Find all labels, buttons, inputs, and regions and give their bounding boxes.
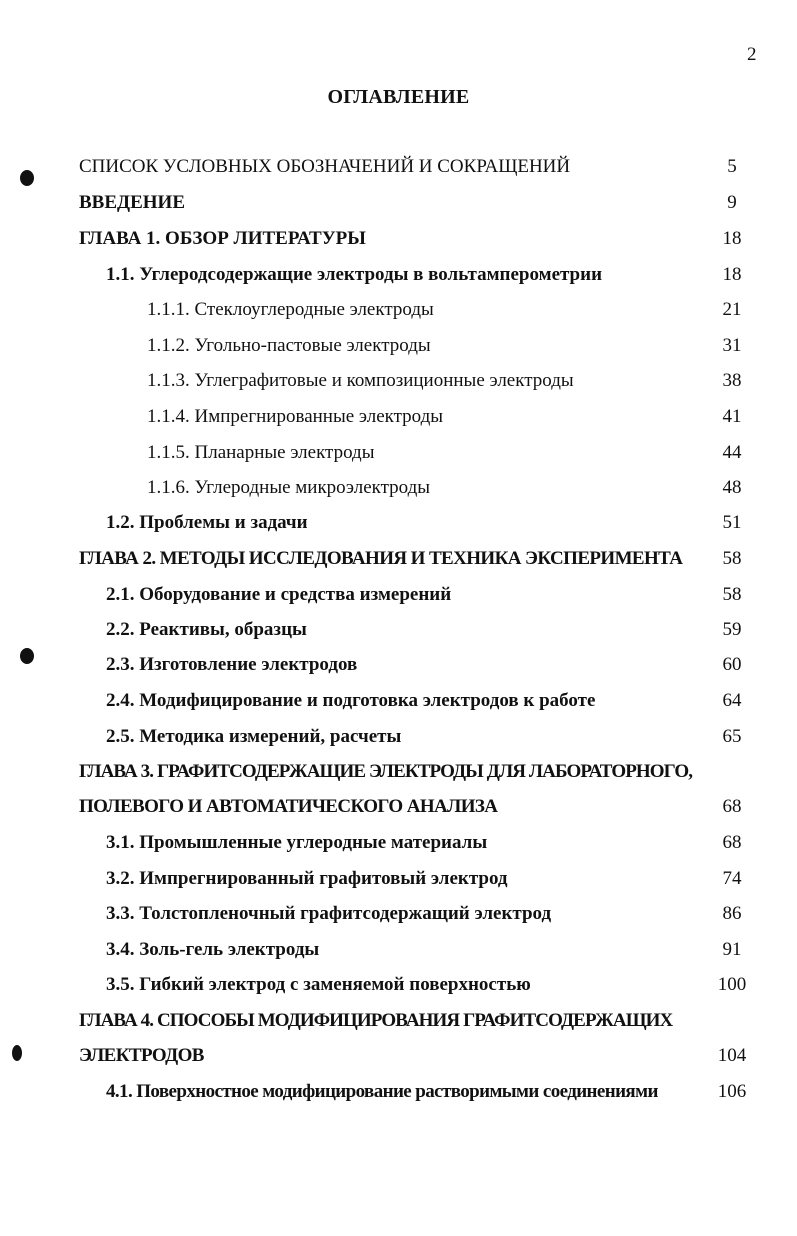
toc-entry-section-4-1 xyxy=(0,1081,797,1111)
toc-entry-page: 41 xyxy=(722,406,742,427)
toc-entry-introduction xyxy=(0,192,797,222)
binding-hole-mark xyxy=(20,648,34,664)
toc-entry-section-1-1-1 xyxy=(0,299,797,329)
toc-entry-page: 104 xyxy=(717,1045,747,1066)
toc-entry-chapter-1 xyxy=(0,228,797,258)
toc-entry-page: 100 xyxy=(717,974,747,995)
toc-entry-text: 3.1. Промышленные углеродные материалы xyxy=(106,832,488,853)
toc-entry-page: 5 xyxy=(727,156,737,177)
toc-entry-chapter-3-line-2 xyxy=(0,796,797,826)
toc-entry-page: 38 xyxy=(722,370,742,391)
toc-entry-page: 18 xyxy=(722,264,742,285)
binding-hole-mark xyxy=(20,170,34,186)
toc-entry-text: 1.1.3. Углеграфитовые и композиционные электроды xyxy=(147,370,574,391)
toc-entry-page: 59 xyxy=(722,619,742,640)
toc-entry-text: 1.2. Проблемы и задачи xyxy=(106,512,308,533)
toc-entry-text: 4.1. Поверхностное модифицирование растворимыми соединениями xyxy=(106,1081,658,1102)
toc-entry-section-2-1 xyxy=(0,584,797,614)
toc-entry-section-3-4 xyxy=(0,939,797,969)
toc-entry-text: 1.1.6. Углеродные микроэлектроды xyxy=(147,477,431,498)
toc-entry-section-2-4 xyxy=(0,690,797,720)
toc-entry-page: 91 xyxy=(722,939,742,960)
toc-entry-text: 2.5. Методика измерений, расчеты xyxy=(106,726,402,747)
toc-entry-section-3-2 xyxy=(0,868,797,898)
toc-entry-chapter-4-line-1 xyxy=(0,1010,797,1040)
toc-entry-section-3-3 xyxy=(0,903,797,933)
toc-entry-text: 1.1.5. Планарные электроды xyxy=(147,442,375,463)
toc-entry-page: 65 xyxy=(722,726,742,747)
toc-entry-text: 2.1. Оборудование и средства измерений xyxy=(106,584,452,605)
toc-entry-abbreviations xyxy=(0,156,797,186)
toc-entry-text: ГЛАВА 4. СПОСОБЫ МОДИФИЦИРОВАНИЯ ГРАФИТСОДЕРЖАЩИХ xyxy=(79,1010,673,1031)
toc-entry-page: 60 xyxy=(722,654,742,675)
toc-entry-page: 48 xyxy=(722,477,742,498)
toc-entry-page: 106 xyxy=(717,1081,747,1102)
toc-entry-section-1-1 xyxy=(0,264,797,294)
toc-entry-page: 58 xyxy=(722,584,742,605)
toc-entry-page: 74 xyxy=(722,868,742,889)
toc-entry-text: 3.5. Гибкий электрод с заменяемой поверхностью xyxy=(106,974,531,995)
binding-hole-mark xyxy=(12,1045,22,1061)
toc-entry-page: 31 xyxy=(722,335,742,356)
toc-entry-page: 86 xyxy=(722,903,742,924)
toc-entry-page: 68 xyxy=(722,832,742,853)
toc-entry-section-3-5 xyxy=(0,974,797,1004)
toc-entry-page: 21 xyxy=(722,299,742,320)
toc-entry-text: ЭЛЕКТРОДОВ xyxy=(79,1045,204,1066)
toc-entry-section-1-1-6 xyxy=(0,477,797,507)
toc-entry-section-1-2 xyxy=(0,512,797,542)
toc-entry-page: 9 xyxy=(727,192,737,213)
toc-entry-text: ГЛАВА 3. ГРАФИТСОДЕРЖАЩИЕ ЭЛЕКТРОДЫ ДЛЯ ЛАБОРАТОРНОГО, xyxy=(79,761,693,782)
toc-entry-page: 58 xyxy=(722,548,742,569)
toc-entry-text: 3.3. Толстопленочный графитсодержащий электрод xyxy=(106,903,552,924)
toc-entry-section-2-5 xyxy=(0,726,797,756)
toc-entry-section-3-1 xyxy=(0,832,797,862)
toc-entry-section-1-1-4 xyxy=(0,406,797,436)
toc-entry-page: 68 xyxy=(722,796,742,817)
toc-entry-text: 3.4. Золь-гель электроды xyxy=(106,939,320,960)
toc-entry-text: 1.1. Углеродсодержащие электроды в вольтамперометрии xyxy=(106,264,603,285)
toc-entry-chapter-4-line-2 xyxy=(0,1045,797,1075)
toc-entry-text: ВВЕДЕНИЕ xyxy=(79,192,185,213)
page-number: 2 xyxy=(747,44,757,65)
toc-entry-page: 51 xyxy=(722,512,742,533)
toc-entry-text: 1.1.4. Импрегнированные электроды xyxy=(147,406,444,427)
toc-entry-text: 1.1.1. Стеклоуглеродные электроды xyxy=(147,299,434,320)
toc-entry-text: 2.4. Модифицирование и подготовка электродов к работе xyxy=(106,690,596,711)
toc-entry-text: ГЛАВА 2. МЕТОДЫ ИССЛЕДОВАНИЯ И ТЕХНИКА ЭКСПЕРИМЕНТА xyxy=(79,548,683,569)
toc-entry-section-1-1-2 xyxy=(0,335,797,365)
toc-entry-section-2-2 xyxy=(0,619,797,649)
toc-entry-section-1-1-3 xyxy=(0,370,797,400)
toc-entry-text: ПОЛЕВОГО И АВТОМАТИЧЕСКОГО АНАЛИЗА xyxy=(79,796,498,817)
toc-entry-section-2-3 xyxy=(0,654,797,684)
toc-entry-page: 44 xyxy=(722,442,742,463)
toc-entry-text: 2.3. Изготовление электродов xyxy=(106,654,358,675)
toc-entry-page: 18 xyxy=(722,228,742,249)
toc-entry-text: 2.2. Реактивы, образцы xyxy=(106,619,307,640)
toc-entry-text: 1.1.2. Угольно-пастовые электроды xyxy=(147,335,431,356)
toc-entry-section-1-1-5 xyxy=(0,442,797,472)
toc-entry-chapter-2 xyxy=(0,548,797,578)
toc-entry-page: 64 xyxy=(722,690,742,711)
toc-entry-chapter-3-line-1 xyxy=(0,761,797,791)
page-title: ОГЛАВЛЕНИЕ xyxy=(327,86,470,108)
toc-entry-text: ГЛАВА 1. ОБЗОР ЛИТЕРАТУРЫ xyxy=(79,228,366,249)
toc-entry-text: 3.2. Импрегнированный графитовый электрод xyxy=(106,868,508,889)
toc-entry-text: СПИСОК УСЛОВНЫХ ОБОЗНАЧЕНИЙ И СОКРАЩЕНИЙ xyxy=(79,156,571,177)
